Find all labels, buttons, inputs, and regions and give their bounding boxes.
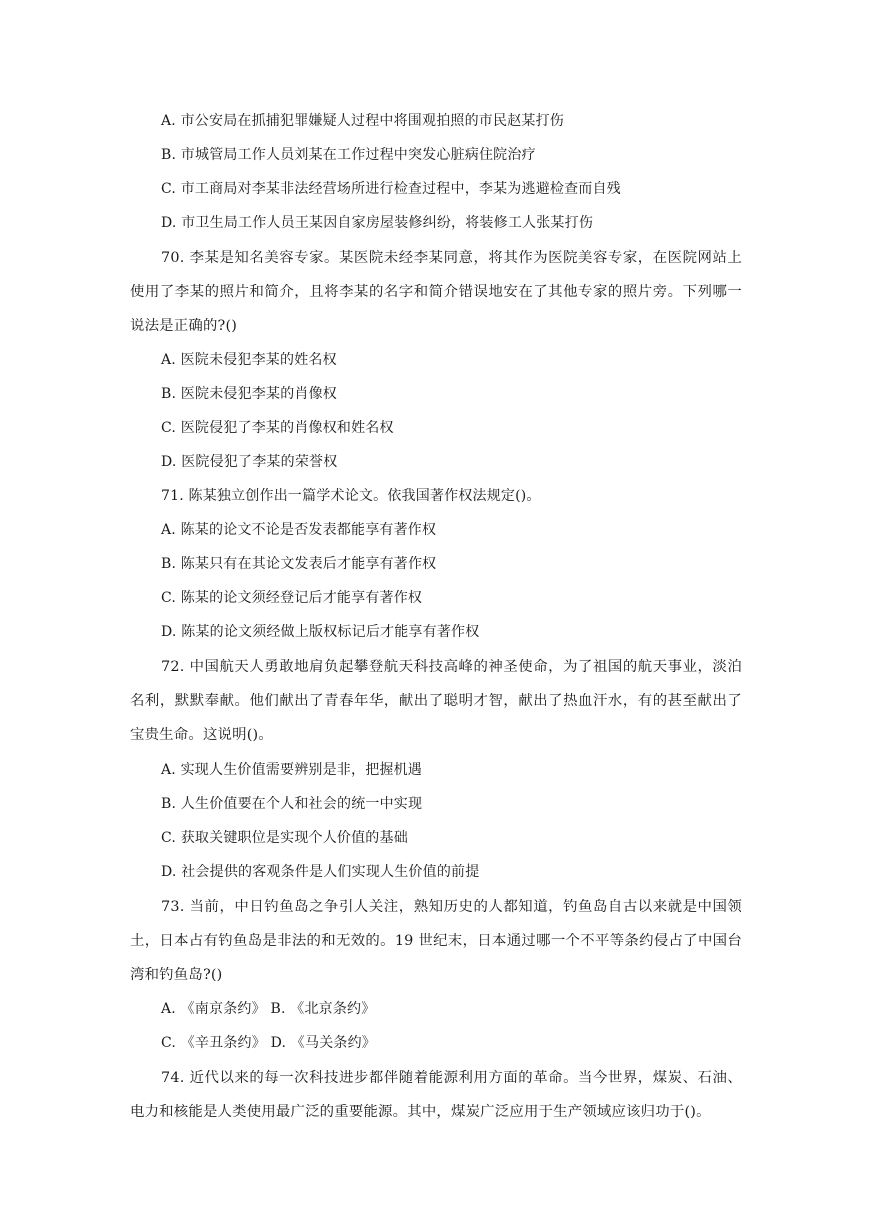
option-text: B. 市城管局工作人员刘某在工作过程中突发心脏病住院治疗 (161, 147, 536, 163)
option-text: A. 市公安局在抓捕犯罪嫌疑人过程中将围观拍照的市民赵某打伤 (161, 113, 565, 129)
question-71-stem: 71. 陈某独立创作出一篇学术论文。依我国著作权法规定()。 (161, 488, 541, 504)
question-73-options-row2: C. 《辛丑条约》 D. 《马关条约》 (161, 1035, 376, 1051)
question-73-stem: 73. 当前，中日钓鱼岛之争引人关注，熟知历史的人都知道，钓鱼岛自古以来就是中国领土，日本占有钓鱼岛是非法的和无效的。19 世纪末，日本通过哪一个不平等条约侵占了中国台湾和钓鱼岛?() (130, 899, 742, 984)
question-73-options-row1: A. 《南京条约》 B. 《北京条约》 (161, 1001, 376, 1017)
question-70-option-c: C. 医院侵犯了李某的肖像权和姓名权 (161, 420, 394, 436)
question-71-option-d: D. 陈某的论文须经做上版权标记后才能享有著作权 (161, 624, 480, 640)
question-72-option-d: D. 社会提供的客观条件是人们实现人生价值的前提 (161, 864, 480, 880)
question-72-option-c: C. 获取关键职位是实现个人价值的基础 (161, 830, 408, 846)
option-text: C. 市工商局对李某非法经营场所进行检查过程中，李某为逃避检查而自残 (161, 181, 621, 197)
question-72-option-b: B. 人生价值要在个人和社会的统一中实现 (161, 796, 423, 812)
question-71-option-a: A. 陈某的论文不论是否发表都能享有著作权 (161, 522, 437, 538)
question-71-option-c: C. 陈某的论文须经登记后才能享有著作权 (161, 590, 423, 606)
question-72-option-a: A. 实现人生价值需要辨别是非，把握机遇 (161, 762, 423, 778)
question-70-option-a: A. 医院未侵犯李某的姓名权 (161, 352, 337, 368)
question-70-option-b: B. 医院未侵犯李某的肖像权 (161, 386, 337, 402)
question-71-option-b: B. 陈某只有在其论文发表后才能享有著作权 (161, 556, 437, 572)
option-text: D. 市卫生局工作人员王某因自家房屋装修纠纷，将装修工人张某打伤 (161, 215, 594, 231)
question-74-stem: 74. 近代以来的每一次科技进步都伴随着能源利用方面的革命。当今世界，煤炭、石油、电力和核能是人类使用最广泛的重要能源。其中，煤炭广泛应用于生产领域应该归功于()。 (130, 1070, 742, 1121)
question-70-stem: 70. 李某是知名美容专家。某医院未经李某同意，将其作为医院美容专家，在医院网站上使用了李某的照片和简介，且将李某的名字和简介错误地安在了其他专家的照片旁。下列哪一说法是正确的?() (130, 250, 742, 335)
question-70-option-d: D. 医院侵犯了李某的荣誉权 (161, 454, 338, 470)
question-72-stem: 72. 中国航天人勇敢地肩负起攀登航天科技高峰的神圣使命，为了祖国的航天事业，淡泊名利，默默奉献。他们献出了青春年华，献出了聪明才智，献出了热血汗水，有的甚至献出了宝贵生命。这说明()。 (130, 659, 742, 744)
